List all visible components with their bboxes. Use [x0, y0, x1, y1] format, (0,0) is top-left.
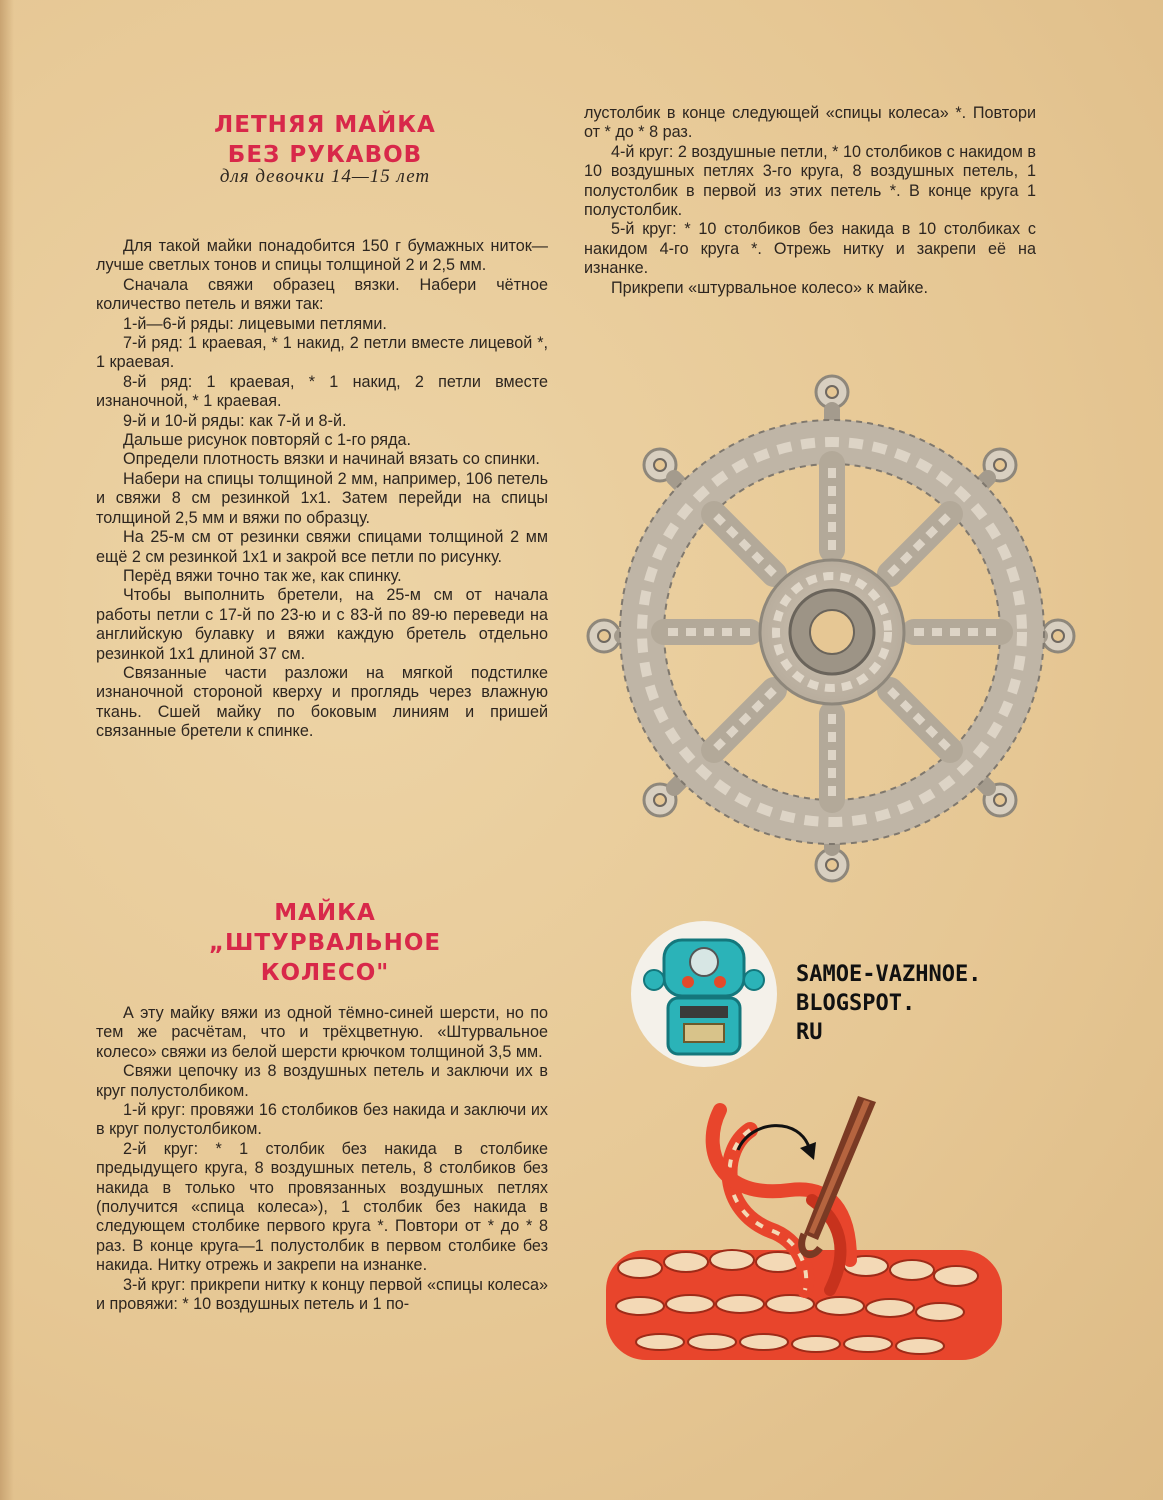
paragraph: Прикрепи «штурвальное колесо» к майке. — [611, 278, 928, 297]
paragraph: 9-й и 10-й ряды: как 7-й и 8-й. — [123, 411, 347, 430]
paragraph: лустолбик в конце следующей «спицы колеса» *. Повтори от * до * 8 раз. — [584, 104, 1036, 142]
paragraph: Чтобы выполнить бретели, на 25-м см от начала работы петли с 17-й по 23-ю и с 83-й по 89-ю переведи на английскую булавку и вяжи каждую бретель отдельно резинкой 1х1 длиной 37 см. — [96, 586, 548, 663]
section2-title-line1: МАЙКА — [274, 900, 376, 926]
paragraph: 1-й круг: провяжи 16 столбиков без накида и заключи их в круг полустолбиком. — [96, 1101, 548, 1139]
paragraph: Дальше рисунок повторяй с 1-го ряда. — [123, 431, 412, 450]
paragraph: 1-й—6-й ряды: лицевыми петлями. — [123, 314, 387, 333]
section1-title — [160, 110, 490, 170]
paragraph: Сначала свяжи образец вязки. Набери чётное количество петель и вяжи так: — [96, 275, 548, 314]
watermark-text — [796, 960, 1016, 1047]
paragraph: 4-й круг: 2 воздушные петли, * 10 столбиков с накидом в 10 воздушных петлях 3-го круга, 8 воздушных петель, 1 полустолбик в первой из этих петель *. В конце круга 1 полустолбик. — [584, 142, 1036, 220]
watermark-logo — [630, 920, 982, 1073]
page-edge — [0, 0, 14, 1500]
section2-body — [96, 1004, 548, 1315]
section2-title-line2: „ШТУРВАЛЬНОЕ КОЛЕСО" — [208, 930, 442, 986]
section1-subtitle: для девочки 14—15 лет — [219, 166, 431, 187]
paragraph: Перёд вяжи точно так же, как спинку. — [123, 566, 402, 585]
paragraph: 3-й круг: прикрепи нитку к концу первой «спицы колеса» и провяжи: * 10 воздушных петель и 1 по- — [96, 1275, 548, 1314]
paragraph: 8-й ряд: 1 краевая, * 1 накид, 2 петли вместе изнаночной, * 1 краевая. — [96, 372, 548, 411]
paragraph: А эту майку вяжи из одной тёмно-синей шерсти, но по тем же расчётам, что и трёхцветную. «Штурвальное колесо» свяжи из белой шерсти крючком толщиной 3,5 мм. — [96, 1004, 548, 1061]
crochet-stitch-illustration — [600, 1090, 1030, 1400]
ship-wheel-illustration — [580, 370, 1080, 890]
paragraph: На 25-м см от резинки свяжи спицами толщиной 2 мм ещё 2 см резинкой 1х1 и закрой все петли по рисунку. — [96, 528, 548, 566]
section2-title — [150, 898, 500, 988]
section1-body — [96, 237, 548, 742]
paragraph: 7-й ряд: 1 краевая, * 1 накид, 2 петли вместе лицевой *, 1 краевая. — [96, 334, 548, 372]
paragraph: Связанные части разложи на мягкой подстилке изнаночной стороной кверху и проглядь через влажную ткань. Сшей майку по боковым линиям и пришей связанные бретели к спинке. — [96, 663, 548, 741]
watermark-line3: RU — [796, 1020, 823, 1045]
watermark-line1: SAMOE-VAZHNOE. — [796, 962, 982, 987]
section2-continuation — [584, 104, 1036, 298]
paragraph: Для такой майки понадобится 150 г бумажных ниток—лучше светлых тонов и спицы толщиной 2 и 2,5 мм. — [96, 237, 548, 275]
section1-title-line1: ЛЕТНЯЯ МАЙКА — [214, 112, 436, 138]
paragraph: 5-й круг: * 10 столбиков без накида в 10 столбиках с накидом 4-го круга *. Отрежь нитку и закрепи её на изнанке. — [584, 220, 1036, 278]
robot-avatar-icon — [630, 920, 778, 1068]
paragraph: 2-й круг: * 1 столбик без накида в столбике предыдущего круга, 8 воздушных петель, 8 столбиков без накида в только что провязанных воздушных петлях (получится «спица колеса»), 1 столбик без накида в следующем столбике первого круга *. Повтори от * до * 8 раз. В конце круга—1 полустолбик в первом столбике без накида. Нитку отрежь и закрепи на изнанке. — [96, 1139, 548, 1275]
paragraph: Набери на спицы толщиной 2 мм, например, 106 петель и свяжи 8 см резинкой 1х1. Затем перейди на спицы толщиной 2,5 мм и вяжи по образцу. — [96, 469, 548, 527]
paragraph: Определи плотность вязки и начинай вязать со спинки. — [123, 450, 540, 469]
watermark-line2: BLOGSPOT. — [796, 991, 916, 1016]
section1-title-line2: БЕЗ РУКАВОВ — [227, 142, 423, 168]
paragraph: Свяжи цепочку из 8 воздушных петель и заключи их в круг полустолбиком. — [96, 1062, 548, 1100]
